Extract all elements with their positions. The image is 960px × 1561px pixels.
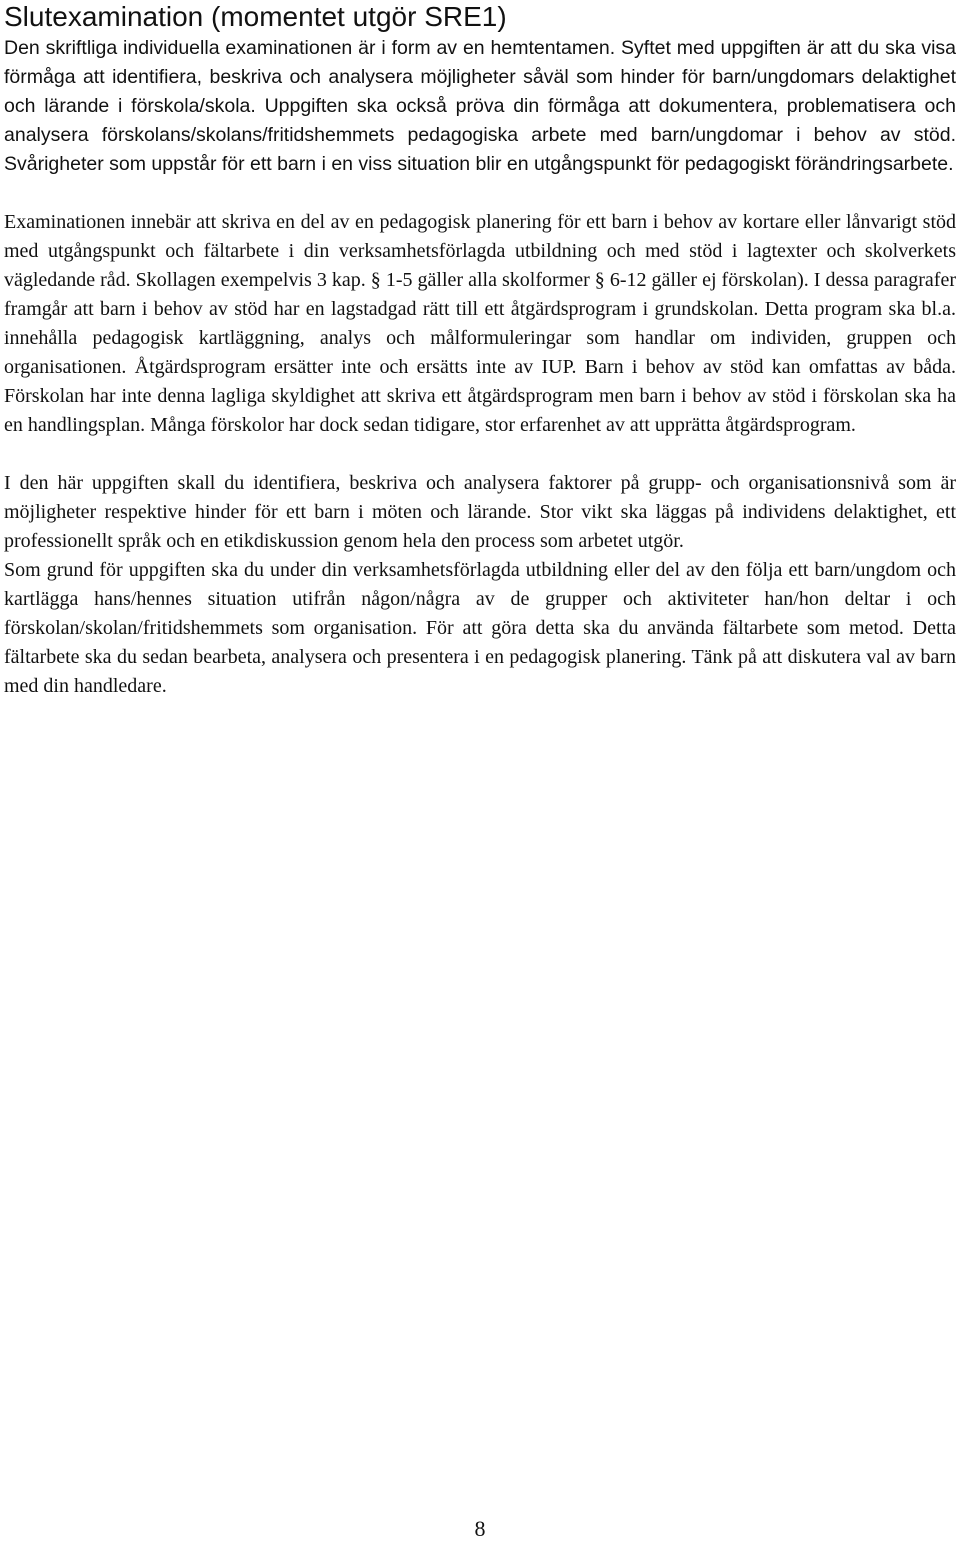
paragraph-examination: Examinationen innebär att skriva en del av en pedagogisk planering för ett barn i behov av kortare eller lånvarigt stöd med utgångspunkt och fältarbete i din verksamhetsförlagda utbildning och med stöd i lagtexter och skolverkets vägledande råd. Skollagen exempelvis 3 kap. § 1-5 gäller alla skolformer § 6-12 gäller ej förskolan). I dessa paragrafer framgår att barn i behov av stöd har en lagstadgad rätt till ett åtgärdsprogram i grundskolan. Detta program ska bl.a. innehålla pedagogisk kartläggning, analys och målformuleringar som handlar om individen, gruppen och organisationen. Åtgärdsprogram ersätter inte och ersätts inte av IUP. Barn i behov av stöd kan omfattas av båda. Förskolan har inte denna lagliga skyldighet att skriva ett åtgärdsprogram men barn i behov av stöd i förskolan ska ha en handlingsplan. Många förskolor har dock sedan tidigare, stor erfarenhet av att upprätta åtgärdsprogram.: [4, 211, 956, 436]
paragraph-task: I den här uppgiften skall du identifiera, beskriva och analysera faktorer på grupp- och organisationsnivå som är möjligheter respektive hinder för ett barn i möten och lärande. Stor vikt ska läggas på individens delaktighet, ett professionellt språk och en etikdiskussion genom hela den process som arbetet utgör.: [4, 472, 956, 552]
paragraph-basis: Som grund för uppgiften ska du under din verksamhetsförlagda utbildning eller del av den följa ett barn/ungdom och kartlägga hans/hennes situation utifrån någon/några av de grupper och aktiviteter han/hon deltar i och förskolan/skolan/fritidshemmets som organisation. För att göra detta ska du använda fältarbete som metod. Detta fältarbete ska du sedan bearbeta, analysera och presentera i en pedagogisk planering. Tänk på att diskutera val av barn med din handledare.: [4, 559, 956, 697]
document-title: Slutexamination (momentet utgör SRE1): [4, 1, 507, 32]
page-number: 8: [474, 1516, 486, 1541]
paragraph-spacer: [4, 179, 956, 208]
paragraph-spacer: [4, 440, 956, 469]
document-page: [4, 0, 956, 701]
paragraph-intro: Den skriftliga individuella examinationen är i form av en hemtentamen. Syftet med uppgiften är att du ska visa förmåga att identifiera, beskriva och analysera möjligheter såväl som hinder för barn/ungdomars delaktighet och lärande i förskola/skola. Uppgiften ska också pröva din förmåga att dokumentera, problematisera och analysera förskolans/skolans/fritidshemmets pedagogiska arbete med barn/ungdomar i behov av stöd. Svårigheter som uppstår för ett barn i en viss situation blir en utgångspunkt för pedagogiskt förändringsarbete.: [4, 37, 956, 175]
